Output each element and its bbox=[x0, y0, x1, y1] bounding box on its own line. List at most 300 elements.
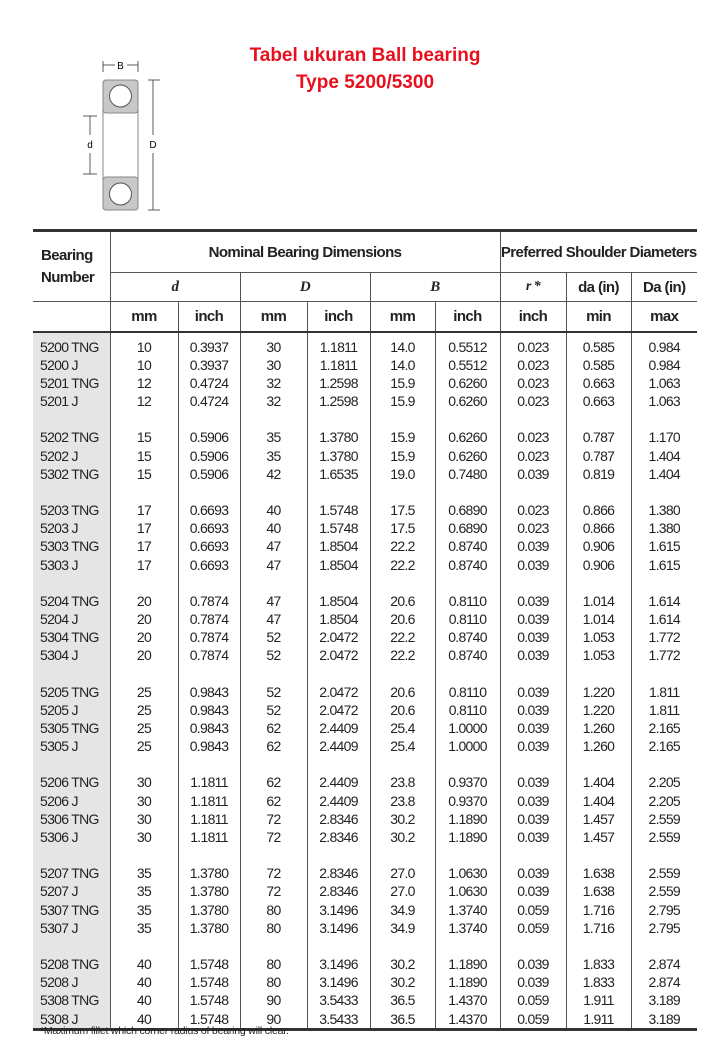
Da-max-cell: 2.874 bbox=[631, 955, 697, 973]
bearing-number-cell: 5204 TNG bbox=[33, 592, 110, 610]
header-bearing-number: Bearing Number bbox=[33, 231, 110, 302]
d-inch-cell: 0.6693 bbox=[178, 519, 240, 537]
table-row bbox=[33, 683, 697, 701]
spacer-cell bbox=[178, 665, 240, 683]
d-inch-cell: 0.9843 bbox=[178, 683, 240, 701]
B-mm-cell: 20.6 bbox=[370, 610, 435, 628]
r-inch-cell: 0.039 bbox=[500, 719, 566, 737]
da-min-cell: 0.906 bbox=[566, 537, 631, 555]
spacer-cell bbox=[435, 665, 500, 683]
B-inch-cell: 1.1890 bbox=[435, 973, 500, 991]
B-mm-cell: 30.2 bbox=[370, 973, 435, 991]
da-min-cell: 1.404 bbox=[566, 792, 631, 810]
r-inch-cell: 0.039 bbox=[500, 828, 566, 846]
B-mm-cell: 36.5 bbox=[370, 1010, 435, 1030]
spacer-cell bbox=[178, 574, 240, 592]
spacer-cell bbox=[631, 574, 697, 592]
d-mm-cell: 35 bbox=[110, 882, 178, 900]
d-mm-cell: 15 bbox=[110, 465, 178, 483]
d-inch-cell: 0.9843 bbox=[178, 719, 240, 737]
bearing-diagram bbox=[70, 50, 180, 220]
bearing-number-cell: 5208 TNG bbox=[33, 955, 110, 973]
B-mm-cell: 34.9 bbox=[370, 919, 435, 937]
d-inch-cell: 1.1811 bbox=[178, 828, 240, 846]
d-mm-cell: 30 bbox=[110, 828, 178, 846]
table-row bbox=[33, 356, 697, 374]
B-inch-cell: 0.8740 bbox=[435, 628, 500, 646]
d-mm-cell: 35 bbox=[110, 919, 178, 937]
B-mm-cell: 34.9 bbox=[370, 901, 435, 919]
table-row bbox=[33, 991, 697, 1009]
r-inch-cell: 0.023 bbox=[500, 374, 566, 392]
header-r: r * bbox=[500, 273, 566, 302]
bearing-number-cell: 5304 J bbox=[33, 646, 110, 664]
header-d: d bbox=[110, 273, 240, 302]
spacer-cell bbox=[110, 937, 178, 955]
header-D: D bbox=[240, 273, 370, 302]
Da-max-cell: 2.165 bbox=[631, 719, 697, 737]
bearing-number-cell: 5305 J bbox=[33, 737, 110, 755]
unit-header: mm bbox=[110, 302, 178, 332]
table-row bbox=[33, 719, 697, 737]
d-mm-cell: 30 bbox=[110, 773, 178, 791]
spacer-cell bbox=[33, 937, 110, 955]
group-spacer bbox=[33, 483, 697, 501]
unit-header: inch bbox=[307, 302, 370, 332]
spacer-cell bbox=[307, 665, 370, 683]
Da-max-cell: 1.614 bbox=[631, 592, 697, 610]
da-min-cell: 1.638 bbox=[566, 864, 631, 882]
table-row bbox=[33, 882, 697, 900]
B-mm-cell: 20.6 bbox=[370, 683, 435, 701]
bearing-number-cell: 5307 J bbox=[33, 919, 110, 937]
d-inch-cell: 0.4724 bbox=[178, 392, 240, 410]
bearing-number-cell: 5203 TNG bbox=[33, 501, 110, 519]
table-row bbox=[33, 810, 697, 828]
bearing-number-cell: 5203 J bbox=[33, 519, 110, 537]
da-min-cell: 1.014 bbox=[566, 610, 631, 628]
r-inch-cell: 0.023 bbox=[500, 447, 566, 465]
r-inch-cell: 0.039 bbox=[500, 864, 566, 882]
D-mm-cell: 80 bbox=[240, 973, 307, 991]
d-inch-cell: 0.7874 bbox=[178, 628, 240, 646]
Da-max-cell: 1.063 bbox=[631, 374, 697, 392]
spacer-cell bbox=[631, 846, 697, 864]
r-inch-cell: 0.039 bbox=[500, 773, 566, 791]
B-inch-cell: 0.6890 bbox=[435, 501, 500, 519]
Da-max-cell: 1.614 bbox=[631, 610, 697, 628]
Da-max-cell: 2.559 bbox=[631, 864, 697, 882]
table-row bbox=[33, 556, 697, 574]
B-mm-cell: 36.5 bbox=[370, 991, 435, 1009]
D-inch-cell: 1.8504 bbox=[307, 610, 370, 628]
D-mm-cell: 30 bbox=[240, 356, 307, 374]
spacer-cell bbox=[566, 937, 631, 955]
da-min-cell: 0.663 bbox=[566, 374, 631, 392]
header-B: B bbox=[370, 273, 500, 302]
d-mm-cell: 20 bbox=[110, 610, 178, 628]
d-mm-cell: 25 bbox=[110, 701, 178, 719]
Da-max-cell: 1.404 bbox=[631, 447, 697, 465]
spacer-cell bbox=[110, 410, 178, 428]
table-row bbox=[33, 592, 697, 610]
D-inch-cell: 1.8504 bbox=[307, 537, 370, 555]
spacer-cell bbox=[110, 846, 178, 864]
spacer-cell bbox=[370, 574, 435, 592]
d-mm-cell: 40 bbox=[110, 973, 178, 991]
spacer-cell bbox=[240, 483, 307, 501]
Da-max-cell: 2.559 bbox=[631, 828, 697, 846]
D-mm-cell: 62 bbox=[240, 737, 307, 755]
D-mm-cell: 52 bbox=[240, 701, 307, 719]
spacer-cell bbox=[435, 846, 500, 864]
spacer-cell bbox=[240, 574, 307, 592]
spacer-cell bbox=[370, 846, 435, 864]
da-min-cell: 0.585 bbox=[566, 338, 631, 356]
r-inch-cell: 0.039 bbox=[500, 882, 566, 900]
B-inch-cell: 1.4370 bbox=[435, 1010, 500, 1030]
d-inch-cell: 0.6693 bbox=[178, 537, 240, 555]
table-row bbox=[33, 537, 697, 555]
label-B: B bbox=[117, 61, 124, 72]
spacer-cell bbox=[500, 846, 566, 864]
bearing-number-cell: 5205 TNG bbox=[33, 683, 110, 701]
da-min-cell: 1.638 bbox=[566, 882, 631, 900]
table-row bbox=[33, 628, 697, 646]
bearing-number-cell: 5207 TNG bbox=[33, 864, 110, 882]
table-row bbox=[33, 465, 697, 483]
B-inch-cell: 0.9370 bbox=[435, 792, 500, 810]
bearing-number-cell: 5304 TNG bbox=[33, 628, 110, 646]
D-inch-cell: 1.5748 bbox=[307, 519, 370, 537]
d-inch-cell: 1.3780 bbox=[178, 864, 240, 882]
B-mm-cell: 27.0 bbox=[370, 864, 435, 882]
B-mm-cell: 15.9 bbox=[370, 428, 435, 446]
table-row bbox=[33, 955, 697, 973]
da-min-cell: 0.787 bbox=[566, 428, 631, 446]
table-row bbox=[33, 973, 697, 991]
Da-max-cell: 1.380 bbox=[631, 501, 697, 519]
unit-header: inch bbox=[500, 302, 566, 332]
Da-max-cell: 2.559 bbox=[631, 882, 697, 900]
label-d: d bbox=[87, 140, 93, 151]
B-inch-cell: 1.0000 bbox=[435, 737, 500, 755]
d-mm-cell: 20 bbox=[110, 646, 178, 664]
d-inch-cell: 0.9843 bbox=[178, 701, 240, 719]
B-inch-cell: 0.6260 bbox=[435, 392, 500, 410]
Da-max-cell: 2.874 bbox=[631, 973, 697, 991]
D-inch-cell: 1.5748 bbox=[307, 501, 370, 519]
da-min-cell: 1.053 bbox=[566, 628, 631, 646]
da-min-cell: 1.053 bbox=[566, 646, 631, 664]
spacer-cell bbox=[435, 483, 500, 501]
bearing-number-cell: 5303 J bbox=[33, 556, 110, 574]
bearing-number-cell: 5202 TNG bbox=[33, 428, 110, 446]
D-inch-cell: 1.1811 bbox=[307, 338, 370, 356]
B-inch-cell: 1.0630 bbox=[435, 864, 500, 882]
da-min-cell: 1.404 bbox=[566, 773, 631, 791]
header-blank bbox=[33, 302, 110, 332]
da-min-cell: 1.911 bbox=[566, 1010, 631, 1030]
B-mm-cell: 23.8 bbox=[370, 773, 435, 791]
spacer-cell bbox=[110, 574, 178, 592]
D-inch-cell: 2.4409 bbox=[307, 737, 370, 755]
d-inch-cell: 0.3937 bbox=[178, 356, 240, 374]
d-mm-cell: 17 bbox=[110, 519, 178, 537]
B-inch-cell: 1.1890 bbox=[435, 955, 500, 973]
D-mm-cell: 80 bbox=[240, 901, 307, 919]
D-mm-cell: 42 bbox=[240, 465, 307, 483]
D-mm-cell: 72 bbox=[240, 828, 307, 846]
da-min-cell: 1.911 bbox=[566, 991, 631, 1009]
spacer-cell bbox=[307, 755, 370, 773]
D-inch-cell: 3.1496 bbox=[307, 955, 370, 973]
spacer-cell bbox=[566, 846, 631, 864]
D-mm-cell: 72 bbox=[240, 810, 307, 828]
bearing-table bbox=[33, 229, 697, 1031]
da-min-cell: 1.716 bbox=[566, 901, 631, 919]
r-inch-cell: 0.039 bbox=[500, 701, 566, 719]
spacer-cell bbox=[631, 483, 697, 501]
B-inch-cell: 0.8110 bbox=[435, 592, 500, 610]
bearing-number-cell: 5307 TNG bbox=[33, 901, 110, 919]
label-D: D bbox=[149, 140, 157, 151]
table-row bbox=[33, 901, 697, 919]
bearing-number-cell: 5208 J bbox=[33, 973, 110, 991]
spacer-cell bbox=[33, 665, 110, 683]
B-inch-cell: 1.3740 bbox=[435, 901, 500, 919]
D-mm-cell: 62 bbox=[240, 719, 307, 737]
d-mm-cell: 17 bbox=[110, 556, 178, 574]
B-inch-cell: 1.4370 bbox=[435, 991, 500, 1009]
d-inch-cell: 1.5748 bbox=[178, 991, 240, 1009]
d-inch-cell: 1.3780 bbox=[178, 882, 240, 900]
spacer-cell bbox=[631, 937, 697, 955]
d-inch-cell: 1.5748 bbox=[178, 1010, 240, 1030]
da-min-cell: 0.585 bbox=[566, 356, 631, 374]
table-row bbox=[33, 447, 697, 465]
d-mm-cell: 30 bbox=[110, 810, 178, 828]
spacer-cell bbox=[110, 755, 178, 773]
spacer-cell bbox=[33, 846, 110, 864]
d-mm-cell: 17 bbox=[110, 537, 178, 555]
D-inch-cell: 2.4409 bbox=[307, 792, 370, 810]
B-inch-cell: 0.8110 bbox=[435, 683, 500, 701]
bearing-number-cell: 5305 TNG bbox=[33, 719, 110, 737]
r-inch-cell: 0.039 bbox=[500, 810, 566, 828]
spacer-cell bbox=[307, 483, 370, 501]
Da-max-cell: 1.811 bbox=[631, 683, 697, 701]
B-mm-cell: 23.8 bbox=[370, 792, 435, 810]
group-spacer bbox=[33, 665, 697, 683]
da-min-cell: 1.220 bbox=[566, 701, 631, 719]
D-mm-cell: 47 bbox=[240, 592, 307, 610]
spacer-cell bbox=[500, 937, 566, 955]
Da-max-cell: 2.795 bbox=[631, 919, 697, 937]
B-inch-cell: 1.0630 bbox=[435, 882, 500, 900]
table-row bbox=[33, 864, 697, 882]
B-mm-cell: 30.2 bbox=[370, 828, 435, 846]
D-mm-cell: 52 bbox=[240, 628, 307, 646]
Da-max-cell: 2.205 bbox=[631, 792, 697, 810]
D-mm-cell: 30 bbox=[240, 338, 307, 356]
B-mm-cell: 14.0 bbox=[370, 356, 435, 374]
table-row bbox=[33, 374, 697, 392]
spacer-cell bbox=[240, 846, 307, 864]
spacer-cell bbox=[33, 755, 110, 773]
Da-max-cell: 1.404 bbox=[631, 465, 697, 483]
da-min-cell: 0.787 bbox=[566, 447, 631, 465]
spacer-cell bbox=[370, 665, 435, 683]
spacer-cell bbox=[435, 755, 500, 773]
d-mm-cell: 12 bbox=[110, 374, 178, 392]
d-mm-cell: 10 bbox=[110, 338, 178, 356]
title-line-1: Tabel ukuran Ball bearing bbox=[249, 45, 481, 66]
B-mm-cell: 22.2 bbox=[370, 537, 435, 555]
spacer-cell bbox=[110, 665, 178, 683]
B-inch-cell: 0.5512 bbox=[435, 356, 500, 374]
Da-max-cell: 2.559 bbox=[631, 810, 697, 828]
d-inch-cell: 0.5906 bbox=[178, 447, 240, 465]
D-mm-cell: 40 bbox=[240, 519, 307, 537]
da-min-cell: 1.014 bbox=[566, 592, 631, 610]
B-inch-cell: 0.8740 bbox=[435, 537, 500, 555]
D-inch-cell: 3.1496 bbox=[307, 973, 370, 991]
D-inch-cell: 3.5433 bbox=[307, 1010, 370, 1030]
unit-header: max bbox=[631, 302, 697, 332]
D-inch-cell: 1.1811 bbox=[307, 356, 370, 374]
d-mm-cell: 25 bbox=[110, 683, 178, 701]
d-mm-cell: 35 bbox=[110, 864, 178, 882]
bearing-number-cell: 5201 TNG bbox=[33, 374, 110, 392]
bearing-number-cell: 5207 J bbox=[33, 882, 110, 900]
table-row bbox=[33, 773, 697, 791]
table-row bbox=[33, 501, 697, 519]
spacer-cell bbox=[178, 937, 240, 955]
da-min-cell: 1.260 bbox=[566, 719, 631, 737]
D-mm-cell: 80 bbox=[240, 919, 307, 937]
d-mm-cell: 40 bbox=[110, 955, 178, 973]
table-row bbox=[33, 519, 697, 537]
bearing-number-cell: 5306 J bbox=[33, 828, 110, 846]
spacer-cell bbox=[178, 410, 240, 428]
d-inch-cell: 0.7874 bbox=[178, 646, 240, 664]
spacer-cell bbox=[307, 410, 370, 428]
spacer-cell bbox=[240, 937, 307, 955]
d-inch-cell: 1.1811 bbox=[178, 810, 240, 828]
D-mm-cell: 47 bbox=[240, 610, 307, 628]
unit-header: mm bbox=[370, 302, 435, 332]
d-inch-cell: 0.5906 bbox=[178, 428, 240, 446]
B-mm-cell: 20.6 bbox=[370, 701, 435, 719]
table-row bbox=[33, 701, 697, 719]
B-mm-cell: 30.2 bbox=[370, 810, 435, 828]
B-inch-cell: 0.6260 bbox=[435, 428, 500, 446]
header-nominal: Nominal Bearing Dimensions bbox=[110, 231, 500, 273]
r-inch-cell: 0.039 bbox=[500, 592, 566, 610]
r-inch-cell: 0.059 bbox=[500, 991, 566, 1009]
spacer-cell bbox=[500, 410, 566, 428]
d-mm-cell: 25 bbox=[110, 719, 178, 737]
B-inch-cell: 0.8740 bbox=[435, 646, 500, 664]
group-spacer bbox=[33, 410, 697, 428]
table-row bbox=[33, 919, 697, 937]
spacer-cell bbox=[566, 574, 631, 592]
bearing-number-cell: 5205 J bbox=[33, 701, 110, 719]
bearing-number-cell: 5306 TNG bbox=[33, 810, 110, 828]
r-inch-cell: 0.059 bbox=[500, 1010, 566, 1030]
Da-max-cell: 0.984 bbox=[631, 356, 697, 374]
B-inch-cell: 0.6260 bbox=[435, 447, 500, 465]
D-mm-cell: 35 bbox=[240, 447, 307, 465]
D-mm-cell: 35 bbox=[240, 428, 307, 446]
D-inch-cell: 1.3780 bbox=[307, 428, 370, 446]
spacer-cell bbox=[178, 846, 240, 864]
spacer-cell bbox=[566, 665, 631, 683]
B-inch-cell: 0.8110 bbox=[435, 701, 500, 719]
r-inch-cell: 0.039 bbox=[500, 683, 566, 701]
bearing-number-cell: 5201 J bbox=[33, 392, 110, 410]
spacer-cell bbox=[240, 410, 307, 428]
d-inch-cell: 1.5748 bbox=[178, 973, 240, 991]
da-min-cell: 1.833 bbox=[566, 955, 631, 973]
spacer-cell bbox=[307, 574, 370, 592]
B-inch-cell: 0.5512 bbox=[435, 338, 500, 356]
spacer-cell bbox=[307, 846, 370, 864]
D-inch-cell: 1.8504 bbox=[307, 556, 370, 574]
B-inch-cell: 0.6260 bbox=[435, 374, 500, 392]
B-inch-cell: 0.7480 bbox=[435, 465, 500, 483]
D-mm-cell: 80 bbox=[240, 955, 307, 973]
d-mm-cell: 15 bbox=[110, 447, 178, 465]
D-inch-cell: 3.1496 bbox=[307, 919, 370, 937]
Da-max-cell: 1.170 bbox=[631, 428, 697, 446]
da-min-cell: 1.716 bbox=[566, 919, 631, 937]
d-mm-cell: 40 bbox=[110, 1010, 178, 1030]
d-inch-cell: 0.6693 bbox=[178, 501, 240, 519]
da-min-cell: 0.906 bbox=[566, 556, 631, 574]
r-inch-cell: 0.039 bbox=[500, 465, 566, 483]
d-inch-cell: 0.7874 bbox=[178, 610, 240, 628]
spacer-cell bbox=[435, 410, 500, 428]
D-inch-cell: 1.3780 bbox=[307, 447, 370, 465]
B-mm-cell: 17.5 bbox=[370, 501, 435, 519]
B-inch-cell: 0.8110 bbox=[435, 610, 500, 628]
bearing-number-cell: 5206 J bbox=[33, 792, 110, 810]
spacer-cell bbox=[33, 410, 110, 428]
table-body bbox=[33, 332, 697, 1030]
D-inch-cell: 2.8346 bbox=[307, 882, 370, 900]
D-mm-cell: 62 bbox=[240, 773, 307, 791]
d-mm-cell: 30 bbox=[110, 792, 178, 810]
r-inch-cell: 0.059 bbox=[500, 919, 566, 937]
header-preferred: Preferred Shoulder Diameters bbox=[500, 231, 697, 273]
d-mm-cell: 40 bbox=[110, 991, 178, 1009]
spacer-cell bbox=[500, 755, 566, 773]
d-inch-cell: 1.1811 bbox=[178, 773, 240, 791]
D-inch-cell: 2.4409 bbox=[307, 773, 370, 791]
B-inch-cell: 1.1890 bbox=[435, 810, 500, 828]
r-inch-cell: 0.039 bbox=[500, 955, 566, 973]
Da-max-cell: 1.772 bbox=[631, 628, 697, 646]
Da-max-cell: 1.063 bbox=[631, 392, 697, 410]
spacer-cell bbox=[370, 483, 435, 501]
B-mm-cell: 15.9 bbox=[370, 392, 435, 410]
d-mm-cell: 17 bbox=[110, 501, 178, 519]
B-mm-cell: 25.4 bbox=[370, 719, 435, 737]
spacer-cell bbox=[240, 665, 307, 683]
D-mm-cell: 52 bbox=[240, 646, 307, 664]
